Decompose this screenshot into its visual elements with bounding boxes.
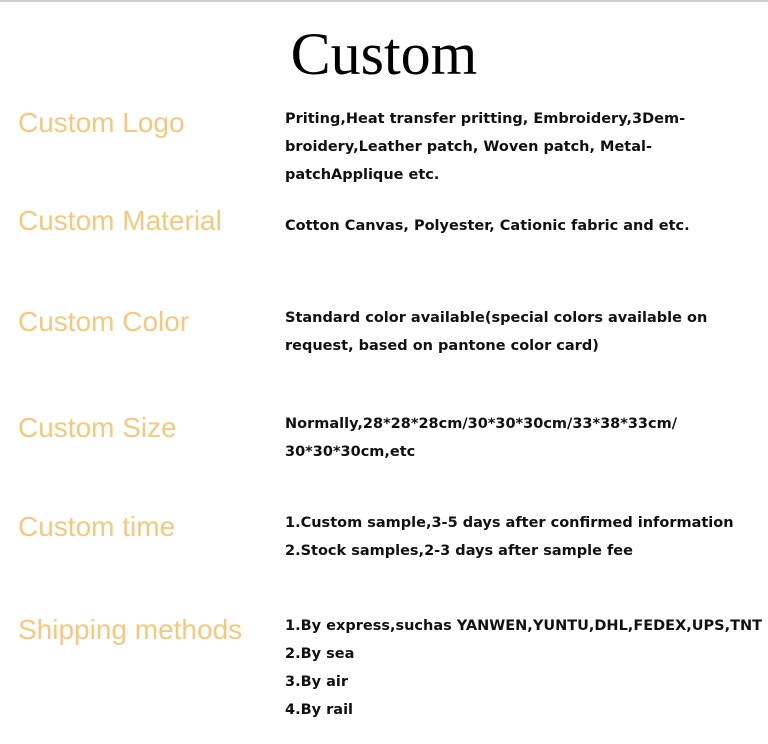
section-label: Custom time [18,511,176,542]
description-line: request, based on pantone color card) [285,338,599,354]
top-divider [0,0,768,2]
description-line: 1.Custom sample,3-5 days after confirmed information [285,515,734,531]
description-line: 1.By express,suchas YANWEN,YUNTU,DHL,FEDEX,UPS,TNT [285,618,763,634]
section-description [285,304,760,360]
section-description [285,410,760,466]
description-line: broidery,Leather patch, Woven patch, Metal- [285,139,653,155]
description-line: 2.By sea [285,646,355,662]
description-line: Cotton Canvas, Polyester, Cationic fabric and etc. [285,218,690,234]
section-label: Custom Size [18,412,177,443]
description-line: 3.By air [285,674,349,690]
section-description [285,509,760,565]
page-title: Custom [290,21,478,87]
description-line: 4.By rail [285,702,354,718]
section-description [285,105,760,189]
section-label: Custom Logo [18,107,185,138]
section-label: Custom Material [18,205,222,236]
description-line: Standard color available(special colors available on [285,310,708,326]
section-label: Shipping methods [18,614,243,645]
section-label: Custom Color [18,306,190,337]
section-description [285,212,760,240]
description-line: 2.Stock samples,2-3 days after sample fee [285,543,633,559]
description-line: Normally,28*28*28cm/30*30*30cm/33*38*33cm/ [285,416,678,432]
description-line: patchApplique etc. [285,167,440,183]
description-line: 30*30*30cm,etc [285,444,416,460]
section-description [285,612,763,724]
description-line: Priting,Heat transfer pritting, Embroidery,3Dem- [285,111,686,127]
